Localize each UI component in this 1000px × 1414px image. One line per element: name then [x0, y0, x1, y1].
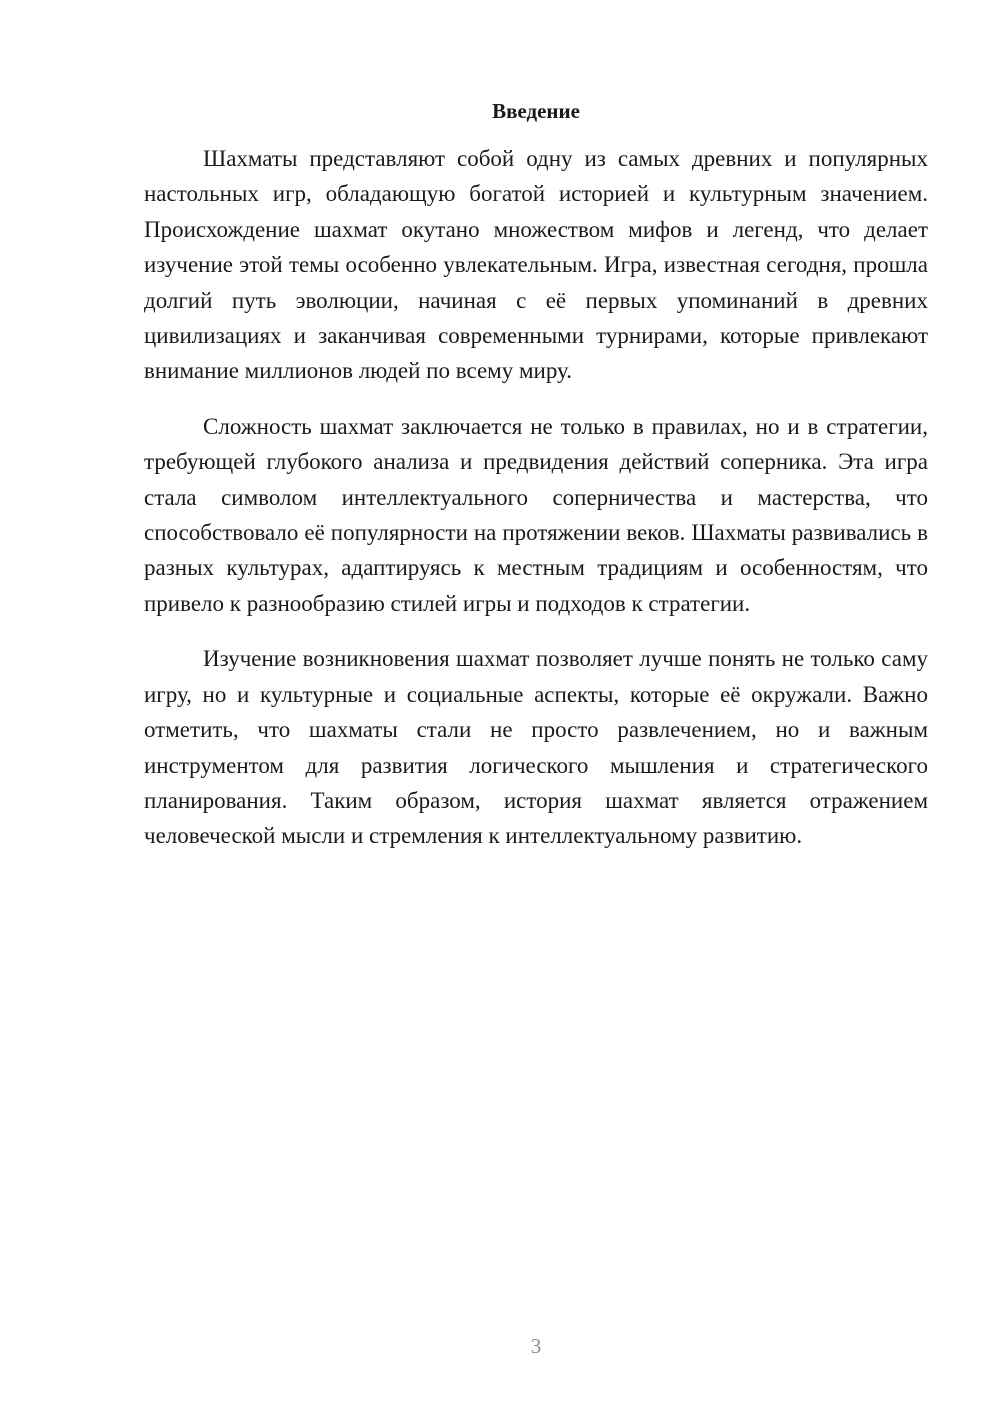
body-text	[144, 141, 928, 874]
paragraph-1: Шахматы представляют собой одну из самых древних и популярных настольных игр, обладающую богатой историей и культурным значением. Происхождение шахмат окутано множеством мифов и легенд, что делает изучение этой темы особенно увлекательным. Игра, известная сегодня, прошла долгий путь эволюции, начиная с её первых упоминаний в древних цивилизациях и заканчивая современными турнирами, которые привлекают внимание миллионов людей по всему миру.	[144, 146, 928, 384]
page-number: 3	[530, 1334, 542, 1358]
section-heading: Введение	[492, 99, 580, 123]
paragraph-3: Изучение возникновения шахмат позволяет лучше понять не только саму игру, но и культурные и социальные аспекты, которые её окружали. Важно отметить, что шахматы стали не просто развлечением, но и важным инструментом для развития логического мышления и стратегического планирования. Таким образом, история шахмат является отражением человеческой мысли и стремления к интеллектуальному развитию.	[144, 646, 928, 849]
paragraph-2: Сложность шахмат заключается не только в правилах, но и в стратегии, требующей глубокого анализа и предвидения действий соперника. Эта игра стала символом интеллектуального соперничества и мастерства, что способствовало её популярности на протяжении веков. Шахматы развивались в разных культурах, адаптируясь к местным традициям и особенностям, что привело к разнообразию стилей игры и подходов к стратегии.	[144, 413, 928, 616]
